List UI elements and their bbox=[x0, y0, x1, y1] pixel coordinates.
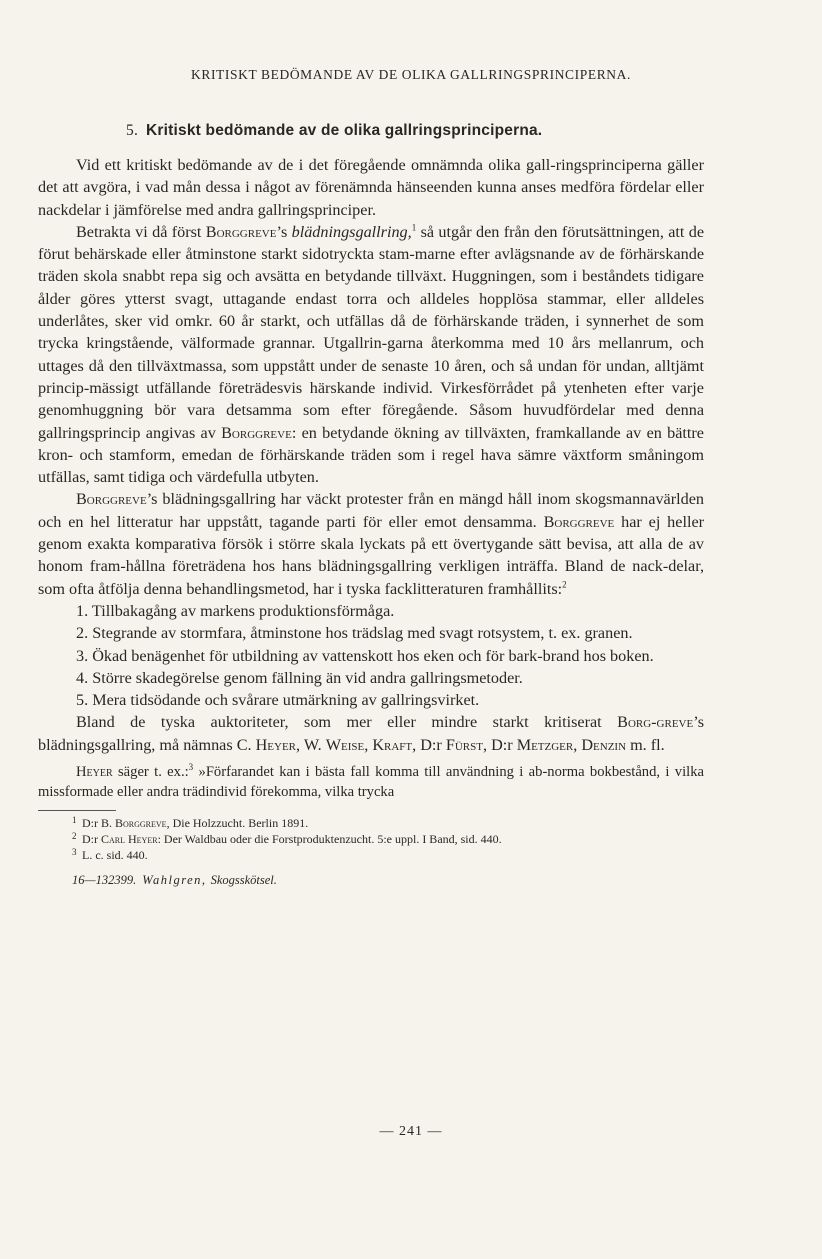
author-name: Borggreve bbox=[221, 423, 292, 442]
footnote-mark: 2 bbox=[72, 831, 77, 842]
print-author: Wahlgren, bbox=[142, 873, 207, 888]
author-name: Borggreve bbox=[205, 222, 277, 241]
author-name: Metzger bbox=[516, 735, 574, 754]
page-number: — 241 — bbox=[379, 1124, 443, 1139]
text-column bbox=[38, 122, 704, 888]
section-title-text: Kritiskt bedömande av de olika gallringsprinciperna. bbox=[146, 122, 543, 139]
term-italic: blädningsgallring, bbox=[291, 222, 412, 241]
footnote-ref: 3 bbox=[188, 762, 194, 773]
paragraph-borggreve: Betrakta vi då först Borggreve’s blädningsgallring,$^1$ så utgår den från den förutsättningen, att de förut behärskade eller åtminstone starkt sidotryckta stam-marne efter avlägsnande av de förhärskande träden skola snabbt repa sig och avsätta en betydande tillväxt. Huggningen, som i beståndets tidigare ålder göres ytterst svagt, uttagande endast torra och alldeles hopplösa stammar, eller alldeles underlåtes, sker vid omkr. 60 år starkt, och utfällas då de förhärskande träden, i synnerhet de som trycka kringstående, välformade grannar. Utgallrin-garna återkomma med 10 års mellanrum, och uttages då den tillväxtmassa, som uppstått under de senaste 10 åren, och så undan för undan, alltjämt princip-mässigt utfällande företrädesvis härskande individ. Virkesförrådet på ytenheten efter varje genomhuggning bör vara detsamma som efter föregående. Såsom huvudfördelar med denna gallringsprincip angivas av Borggreve: en betydande ökning av tillväxten, framkallande av en bättre kron- och stamform, emedan de förhärskande träden som i regel hava sämre växtform småningom utfällas, samt tidiga och värdefulla utbyten. bbox=[38, 222, 705, 487]
author-name: Weise bbox=[325, 735, 365, 754]
footnote: 2 D:r Carl Heyer: Der Waldbau oder die Forstproduktenzucht. 5:e uppl. I Band, sid. 440. bbox=[82, 831, 704, 847]
list-item: 2. Stegrande av stormfara, åtminstone hos trädslag med svagt rotsystem, t. ex. granen. bbox=[76, 624, 633, 643]
author-name: Denzin bbox=[581, 735, 627, 754]
paragraph-intro: Vid ett kritiskt bedömande av de i det föregående omnämnda olika gall-ringsprinciperna gäller det att avgöra, i vad mån dessa i något av förenämnda hänseenden kunna anses medföra fördelar eller nackdelar i jämförelse med andra gallringsprinciper. bbox=[38, 156, 704, 219]
quote-block bbox=[38, 762, 704, 802]
section-number: 5. bbox=[126, 122, 139, 139]
author-name: Borg-greve bbox=[617, 713, 694, 732]
author-name: Heyer bbox=[255, 735, 297, 754]
author-name: Fürst bbox=[445, 735, 483, 754]
author-name: Borggreve bbox=[115, 816, 167, 831]
footnote: 3 L. c. sid. 440. bbox=[82, 847, 704, 863]
section-title bbox=[126, 122, 704, 140]
print-work: Skogsskötsel. bbox=[210, 873, 277, 888]
footnotes bbox=[38, 815, 704, 863]
list-item: 4. Större skadegörelse genom fällning än vid andra gallringsmetoder. bbox=[76, 668, 523, 687]
author-name: Carl Heyer bbox=[101, 832, 158, 847]
footnote: 1 D:r B. Borggreve, Die Holzzucht. Berlin 1891. bbox=[82, 815, 704, 831]
list-item: 5. Mera tidsödande och svårare utmärkning av gallringsvirket. bbox=[76, 691, 480, 710]
footnote-ref: 2 bbox=[562, 579, 567, 590]
list-item: 3. Ökad benägenhet för utbildning av vattenskott hos eken och för bark-brand hos boken. bbox=[76, 646, 654, 665]
footnote-mark: 3 bbox=[72, 847, 77, 858]
author-name: Borggreve bbox=[76, 490, 147, 509]
paragraph-authorities: Bland de tyska auktoriteter, som mer eller mindre starkt kritiserat Borg-greve’s blädningsgallring, må nämnas C. Heyer, W. Weise, Kraft, D:r Fürst, D:r Metzger, Denzin m. fl. bbox=[38, 713, 705, 754]
author-name: Borggreve bbox=[543, 512, 615, 531]
body-text bbox=[38, 154, 704, 756]
author-name: Kraft bbox=[372, 735, 413, 754]
print-info bbox=[72, 873, 704, 888]
footnote-mark: 1 bbox=[72, 815, 77, 826]
print-code: 16—132399. bbox=[72, 873, 137, 888]
quote-paragraph: Heyer säger t. ex.:$^3$ »Förfarandet kan i bästa fall komma till användning i ab-norma bokbestånd, i vilka missformade eller andra trädindivid förekomma, vilka trycka bbox=[38, 762, 704, 801]
footnote-divider bbox=[38, 810, 116, 811]
paragraph-critique: Borggreve’s blädningsgallring har väckt protester från en mängd håll inom skogsmannavärlden och en hel litteratur har uppstått, tagande parti för eller emot densamma. Borggreve har ej heller genom exakta komparativa försök i större skala lyckats på ett övertygande sätt bevisa, att alla de av honom fram-hållna företrädena hos hans blädningsgallring verkligen inträffa. Bland de nack-delar, som ofta åtfölja denna behandlingsmetod, har i tyska facklitteraturen framhållits:$^2$ bbox=[38, 490, 705, 598]
author-name: Heyer bbox=[76, 764, 113, 781]
footnote-ref: 1 bbox=[411, 222, 417, 233]
running-head: KRITISKT BEDÖMANDE AV DE OLIKA GALLRINGSPRINCIPERNA. bbox=[191, 67, 631, 82]
list-item: 1. Tillbakagång av markens produktionsförmåga. bbox=[76, 601, 395, 620]
